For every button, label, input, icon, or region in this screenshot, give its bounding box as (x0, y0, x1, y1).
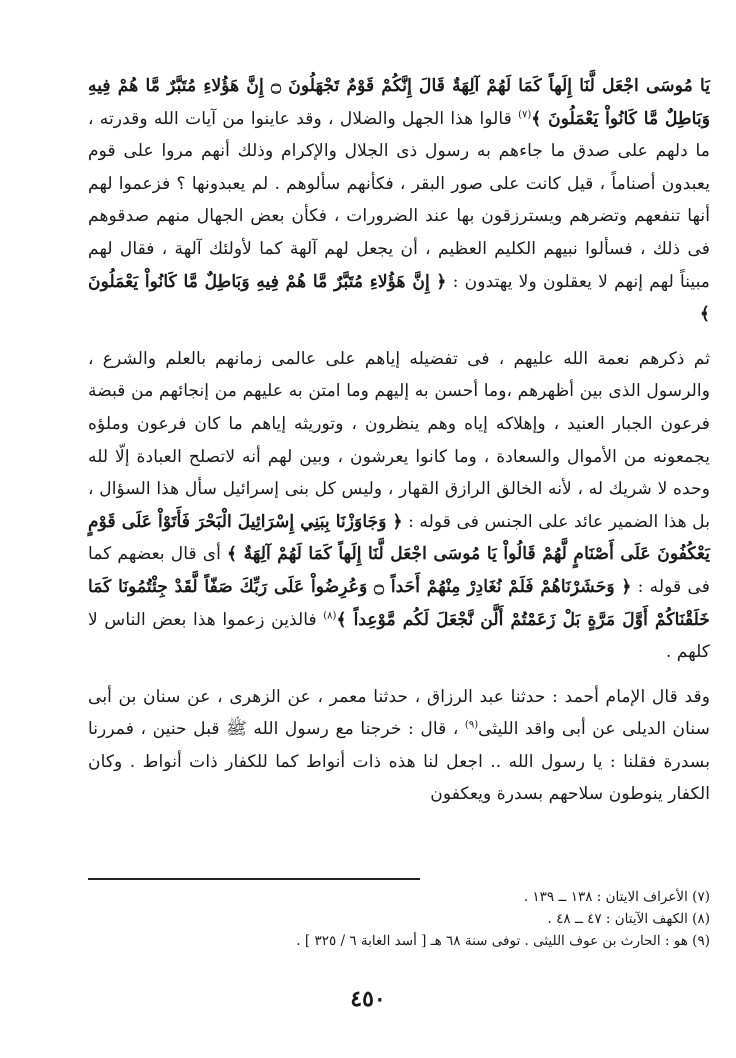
page-number: ٤٥٠ (350, 986, 386, 1012)
footnote-divider (88, 878, 420, 880)
main-text (88, 70, 710, 811)
paragraph-text: ثم ذكرهم نعمة الله عليهم ، فى تفضيله إياهم على عالمى زمانهم بالعلم والشرع ، والرسول الذى بين أظهرهم ،وما أحسن به إليهم وما امتن به عليهم من إنجائهم من قبضة فرعون الجبار العنيد ، وإهلاكه إياه وهم ينظرون ، وتوريثه إياهم ما كان فرعون وملؤه يجمعونه من الأموال والسعادة ، وما كانوا يعرشون ، وبين لهم أنه لاتصلح العبادة إلّا لله وحده لا شريك له ، لأنه الخالق الرازق القهار ، وليس كل بنى إسرائيل سأل هذا السؤال ، بل هذا الضمير عائد على الجنس فى قوله : (88, 348, 710, 532)
quran-verse: ﴿ وَجَاوَزْنَا بِبَنِي إِسْرَائِيلَ الْبَحْرَ فَأَتَوْاْ عَلَى قَوْمٍ يَعْكُفُونَ عَلَى أَصْنَامٍ لَّهُمْ قَالُواْ يَا مُوسَى اجْعَل لَّنَا إِلَهاً كَمَا لَهُمْ آلِهَةٌ ﴾ (88, 511, 710, 565)
footnote-ref-7[interactable]: (٧) (518, 108, 532, 120)
paragraph-text: فالذين زعموا هذا بعض الناس لا كلهم . (88, 609, 710, 663)
footnote-7: (٧) الأعراف الايتان : ١٣٨ ــ ١٣٩ . (523, 889, 710, 905)
paragraph-text: قالوا هذا الجهل والضلال ، وقد عاينوا من آيات الله وقدرته ، ما دلهم على صدق ما جاءهم به رسول ذى الجلال والإكرام وذلك أنهم مروا على قوم يعبدون أصناماً ، قيل كانت على صور البقر ، فكأنهم سألوهم . لم يعبدونها ؟ فزعموا لهم أنها تنفعهم وتضرهم ويسترزقون بها عند الضرورات ، فكأن بعض الجهال منهم صدقوهم فى ذلك ، فسألوا نبيهم الكليم العظيم ، أن يجعل لهم آلهة كما لأولئك آلهة ، فقال لهم مبيناً لهم إنهم لا يعقلون ولا يهتدون : (88, 108, 710, 292)
quran-verse: ﴿ إِنَّ هَؤُلاءِ مُتَبَّرٌ مَّا هُمْ فِيهِ وَبَاطِلٌ مَّا كَانُواْ يَعْمَلُونَ ﴾ (88, 271, 710, 325)
footnote-8: (٨) الكهف الآيتان : ٤٧ ــ ٤٨ . (547, 911, 710, 927)
quran-verse: ﴿ وَحَشَرْنَاهُمْ فَلَمْ نُغَادِرْ مِنْهُمْ أَحَداً ۝ وَعُرِضُواْ عَلَى رَبِّكَ صَفّاً لَّقَدْ جِئْتُمُونَا كَمَا خَلَقْنَاكُمْ أَوَّلَ مَرَّةٍ بَلْ زَعَمْتُمْ أَلَّن نَّجْعَلَ لَكُم مَّوْعِداً ﴾ (88, 576, 710, 630)
footnotes (88, 886, 710, 952)
footnote-ref-9[interactable]: (٩) (464, 719, 479, 731)
paragraph-text: أى قال بعضهم كما فى قوله : (88, 544, 710, 597)
paragraph-text: وقد قال الإمام أحمد : حدثنا عبد الرزاق ، حدثنا معمر ، عن الزهرى ، عن سنان بن أبى سنان الديلى عن أبى واقد الليثى (88, 686, 710, 740)
paragraph-1 (88, 70, 710, 331)
paragraph-text: ، قال : خرجنا مع رسول الله ﷺ قبل حنين ، فمررنا بسدرة فقلنا : يا رسول الله .. اجعل لنا هذه ذات أنواط كما للكفار ذات أنواط . وكان الكفار ينوطون سلاحهم بسدرة ويعكفون (88, 719, 710, 805)
footnote-9: (٩) هو : الحارث بن عوف الليثى . توفى سنة ٦٨ هـ [ أسد الغابة ٦ / ٣٢٥ ] . (296, 933, 710, 949)
footnote-ref-8[interactable]: (٨) (323, 609, 337, 621)
quran-verse: يَا مُوسَى اجْعَل لَّنَا إِلَهاً كَمَا لَهُمْ آلِهَةٌ قَالَ إِنَّكُمْ قَوْمٌ تَجْهَلُونَ ۝ إِنَّ هَؤُلاءِ مُتَبَّرٌ مَّا هُمْ فِيهِ وَبَاطِلٌ مَّا كَانُواْ يَعْمَلُونَ ﴾ (88, 76, 710, 129)
paragraph-2 (88, 343, 710, 669)
paragraph-3 (88, 681, 710, 811)
